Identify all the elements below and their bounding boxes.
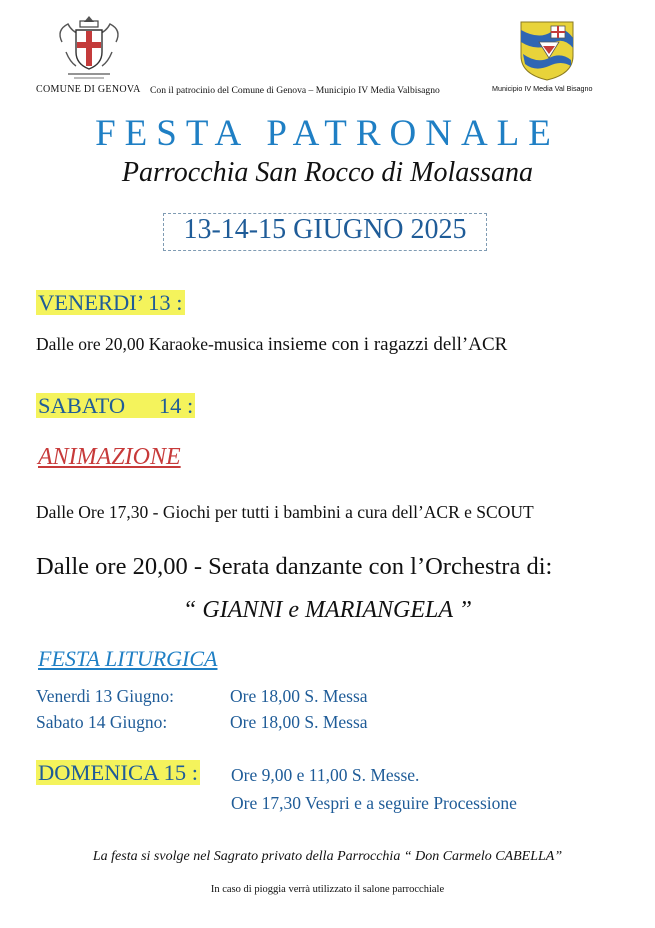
festa-liturgica-heading: FESTA LITURGICA: [38, 646, 218, 671]
parish-subtitle: Parrocchia San Rocco di Molassana: [121, 157, 534, 188]
venerdi-heading-text: VENERDI’ 13 :: [38, 290, 183, 315]
mass-time: Ore 18,00 S. Messa: [230, 712, 368, 732]
genova-coat-of-arms-logo: [54, 12, 124, 82]
mass-row: [36, 686, 368, 707]
sabato-games-line: Dalle Ore 17,30 - Giochi per tutti i bambini a cura dell’ACR e SCOUT: [36, 502, 534, 522]
municipio-shield-logo: [519, 20, 575, 82]
mass-day: Sabato 14 Giugno:: [36, 712, 168, 732]
mass-day: Venerdi 13 Giugno:: [36, 686, 175, 706]
sabato-dance-line: Dalle ore 20,00 - Serata danzante con l’Orchestra di:: [36, 553, 553, 580]
domenica-heading-text: DOMENICA 15 :: [38, 760, 199, 785]
rain-note: In caso di pioggia verrà utilizzato il salone parrocchiale: [210, 884, 445, 895]
venerdi-activity: insieme con i ragazzi dell’ACR: [267, 334, 508, 355]
mass-time: Ore 18,00 S. Messa: [230, 686, 368, 706]
domenica-masses: Ore 9,00 e 11,00 S. Messe.: [231, 765, 420, 785]
event-dates: 13-14-15 GIUGNO 2025: [183, 214, 467, 245]
sabato-heading-text: SABATO 14 :: [38, 393, 194, 418]
domenica-heading: [36, 760, 200, 786]
animazione-heading: ANIMAZIONE: [38, 444, 181, 470]
mass-row: [36, 712, 368, 733]
municipio-label: Municipio IV Media Val Bisagno: [492, 84, 593, 93]
venue-note: La festa si svolge nel Sagrato privato della Parrocchia “ Don Carmelo CABELLA”: [92, 849, 563, 864]
venerdi-time: Dalle ore 20,00 Karaoke-musica: [36, 334, 268, 354]
sabato-heading: [36, 393, 195, 419]
patrocinio-text: Con il patrocinio del Comune di Genova – Municipio IV Media Valbisagno: [150, 85, 440, 96]
venerdi-line: [36, 334, 507, 356]
venerdi-heading: [36, 290, 185, 316]
comune-di-genova-label: COMUNE DI GENOVA: [36, 84, 141, 95]
domenica-procession: Ore 17,30 Vespri e a seguire Processione: [231, 793, 517, 813]
page-title: FESTA PATRONALE: [95, 113, 560, 154]
orchestra-name: “ GIANNI e MARIANGELA ”: [183, 597, 472, 623]
